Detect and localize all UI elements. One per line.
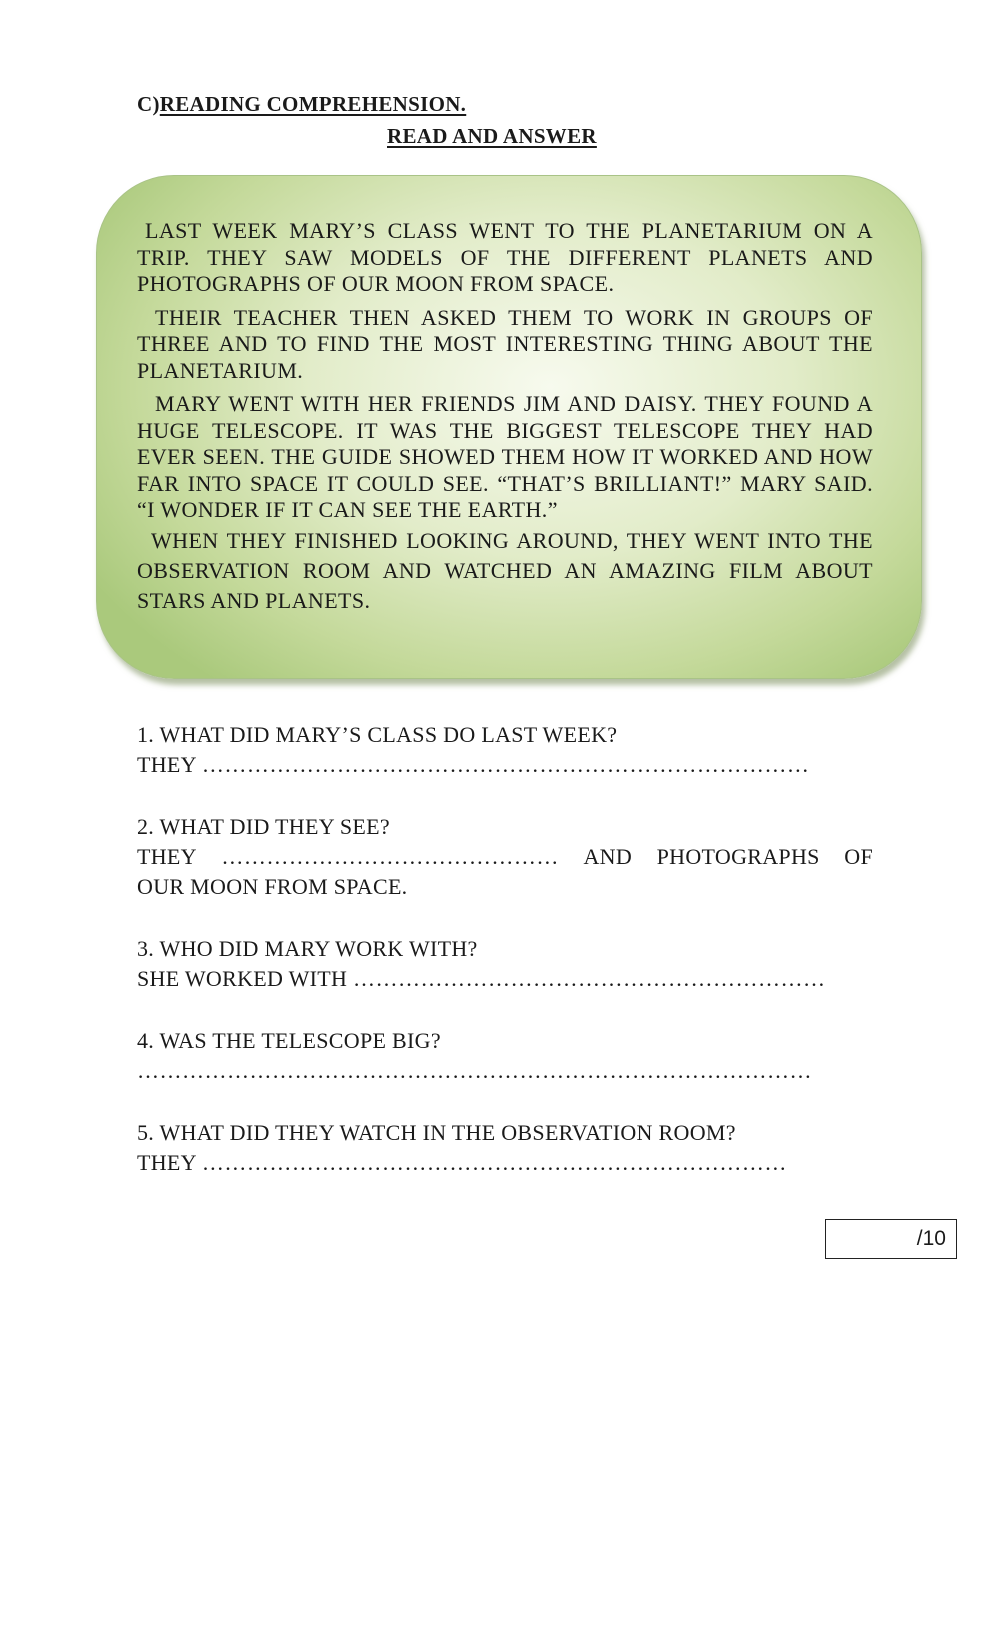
answer-continuation: OUR MOON FROM SPACE. bbox=[137, 874, 408, 899]
answer-line[interactable] bbox=[137, 1148, 873, 1178]
passage-paragraph: LAST WEEK MARY’S CLASS WENT TO THE PLANETARIUM ON A TRIP. THEY SAW MODELS OF THE DIFFERENT PLANETS AND PHOTOGRAPHS OF OUR MOON FROM SPACE. bbox=[137, 218, 873, 296]
answer-prefix: THEY bbox=[137, 1150, 197, 1175]
section-title: READING COMPREHENSION. bbox=[159, 92, 467, 116]
answer-suffix-word: OF bbox=[844, 844, 873, 869]
question-item bbox=[137, 934, 873, 994]
section-heading bbox=[137, 92, 466, 117]
passage-paragraph: MARY WENT WITH HER FRIENDS JIM AND DAISY. THEY FOUND A HUGE TELESCOPE. IT WAS THE BIGGEST TELESCOPE THEY HAD EVER SEEN. THE GUIDE SHOWED THEM HOW IT WORKED AND HOW FAR INTO SPACE IT COULD SEE. “THAT’S BRILLIANT!” MARY SAID. “I WONDER IF IT CAN SEE THE EARTH.” bbox=[137, 391, 873, 522]
question-item bbox=[137, 1026, 873, 1086]
answer-blank[interactable]: ……………………………………………………… bbox=[353, 966, 826, 991]
answer-prefix: THEY bbox=[137, 844, 197, 869]
answer-prefix: SHE WORKED WITH bbox=[137, 966, 348, 991]
answer-prefix: THEY bbox=[137, 752, 197, 777]
section-prefix: C) bbox=[137, 92, 160, 116]
answer-blank[interactable]: ……………………………………………………………………… bbox=[201, 752, 810, 777]
question-text: 4. WAS THE TELESCOPE BIG? bbox=[137, 1028, 441, 1053]
answer-line[interactable] bbox=[137, 842, 873, 872]
instruction-heading bbox=[387, 124, 597, 149]
question-item bbox=[137, 720, 873, 780]
question-text: 2. WHAT DID THEY SEE? bbox=[137, 814, 390, 839]
passage-paragraph: WHEN THEY FINISHED LOOKING AROUND, THEY WENT INTO THE OBSERVATION ROOM AND WATCHED AN AMAZING FILM ABOUT STARS AND PLANETS. bbox=[137, 527, 873, 613]
question-list bbox=[137, 720, 873, 1210]
answer-blank[interactable]: …………………………………………………………………… bbox=[201, 1150, 787, 1175]
question-text: 3. WHO DID MARY WORK WITH? bbox=[137, 936, 478, 961]
answer-blank[interactable]: ……………………………………… bbox=[221, 844, 559, 869]
answer-line[interactable] bbox=[137, 750, 873, 780]
answer-blank[interactable]: ……………………………………………………………………………… bbox=[137, 1058, 812, 1083]
instruction-title: READ AND ANSWER bbox=[387, 124, 597, 148]
reading-passage bbox=[137, 218, 873, 623]
answer-line[interactable] bbox=[137, 1056, 873, 1086]
passage-paragraph: THEIR TEACHER THEN ASKED THEM TO WORK IN GROUPS OF THREE AND TO FIND THE MOST INTERESTING THING ABOUT THE PLANETARIUM. bbox=[137, 304, 873, 383]
answer-line[interactable] bbox=[137, 964, 873, 994]
question-text: 5. WHAT DID THEY WATCH IN THE OBSERVATION ROOM? bbox=[137, 1120, 736, 1145]
question-text: 1. WHAT DID MARY’S CLASS DO LAST WEEK? bbox=[137, 722, 618, 747]
answer-suffix-word: PHOTOGRAPHS bbox=[656, 844, 820, 869]
score-label: /10 bbox=[916, 1227, 946, 1250]
score-box[interactable] bbox=[825, 1219, 957, 1259]
question-item bbox=[137, 1118, 873, 1178]
question-item bbox=[137, 812, 873, 902]
answer-suffix-word: AND bbox=[583, 844, 633, 869]
